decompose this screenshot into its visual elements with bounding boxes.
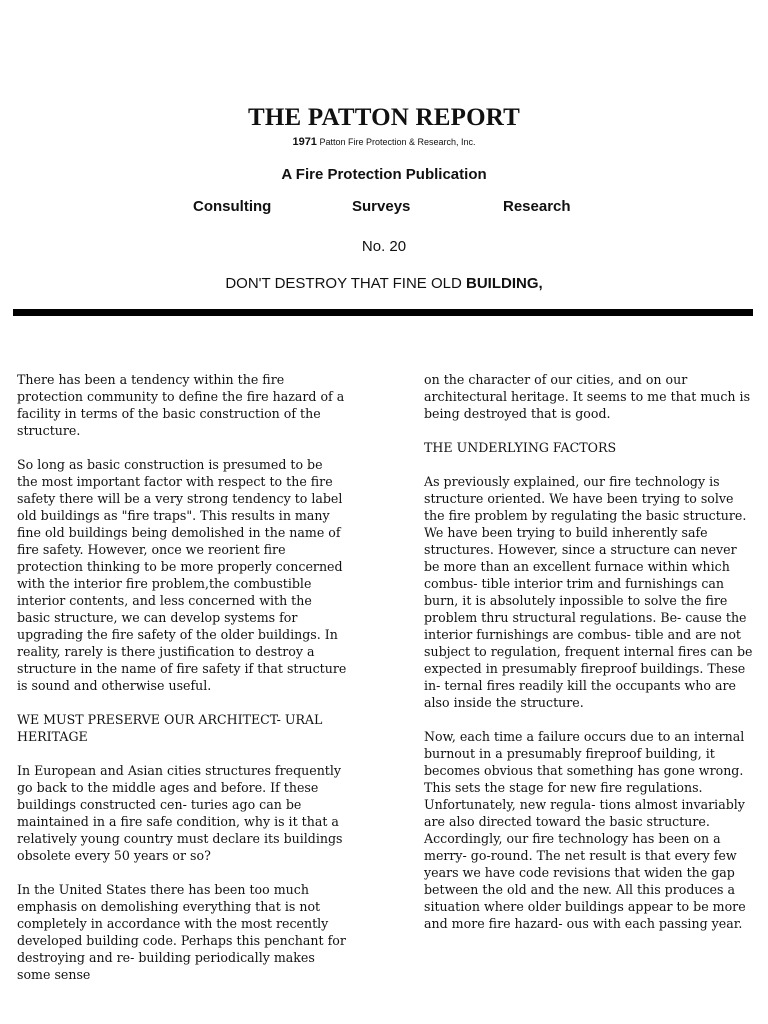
issue-number: No. 20 (361, 238, 407, 255)
copyright-year: 1971 (292, 136, 317, 148)
service-surveys: Surveys (352, 198, 411, 215)
paragraph: Now, each time a failure occurs due to an internal burnout in a presumably fireproof building, it becomes obvious that something has gone wrong. This sets the stage for new fire regulations. Unfortunately, new regula- tions almost invariably are also directed toward the basic structure. Accordingly, our fire technology has been on a merry- go-round. The net result is that every few years we have code revisions that widen the gap between the old and the new. All this produces a situation where older buildings appear to be more and more fire hazard- ous with each passing year. (424, 729, 746, 931)
copyright-org: Patton Fire Protection & Research, Inc. (319, 137, 476, 147)
copyright-line (0, 136, 768, 148)
header-divider (13, 309, 753, 316)
paragraph: As previously explained, our fire technology is structure oriented. We have been trying to solve the fire problem by regulating the basic structure. We have been trying to build inherently safe structures. However, since a structure can never be more than an excellent furnace within which combus- tible interior trim and furnishings can burn, it is absolutely inpossible to solve the fire problem thru structural regulations. Be- cause the interior furnishings are combus- tible and are not subject to regulation, frequent internal fires can be expected in presumably fireproof buildings. These in- ternal fires readily kill the occupants who are also inside the structure. (424, 474, 753, 710)
left-column (17, 371, 347, 1000)
paragraph: on the character of our cities, and on our architectural heritage. It seems to me that much is being destroyed that is good. (424, 372, 751, 421)
publication-type: A Fire Protection Publication (281, 166, 487, 183)
article-headline (0, 275, 768, 292)
paragraph: There has been a tendency within the fire protection community to define the fire hazard of a facility in terms of the basic construction of the structure. (17, 372, 345, 438)
service-consulting: Consulting (193, 198, 272, 215)
right-column (424, 371, 754, 949)
report-title: THE PATTON REPORT (247, 104, 520, 131)
paragraph: In European and Asian cities structures frequently go back to the middle ages and before. If these buildings constructed cen- turies ago can be maintained in a fire safe condition, why is it that a relatively young country must declare its buildings obsolete every 50 years or so? (17, 763, 343, 863)
section-heading: WE MUST PRESERVE OUR ARCHITECT- URAL HERITAGE (17, 712, 323, 744)
headline-plain: DON'T DESTROY THAT FINE OLD (225, 275, 462, 292)
paragraph: In the United States there has been too much emphasis on demolishing everything that is not completely in accordance with the most recently developed building code. Perhaps this penchant for destroying and re- building periodically makes some sense (17, 882, 346, 982)
service-research: Research (503, 198, 571, 215)
paragraph: So long as basic construction is presumed to be the most important factor with respect to the fire safety there will be a very strong tendency to label old buildings as "fire traps". This results in many fine old buildings being demolished in the name of fire safety. However, once we reorient fire protection thinking to be more properly concerned with the interior fire problem,the combustible interior contents, and less concerned with the basic structure, we can develop systems for upgrading the fire safety of the older buildings. In reality, rarely is there justification to destroy a structure in the name of fire safety if that structure is sound and otherwise useful. (17, 457, 347, 693)
headline-bold: BUILDING, (466, 275, 543, 292)
section-heading: THE UNDERLYING FACTORS (424, 440, 617, 455)
